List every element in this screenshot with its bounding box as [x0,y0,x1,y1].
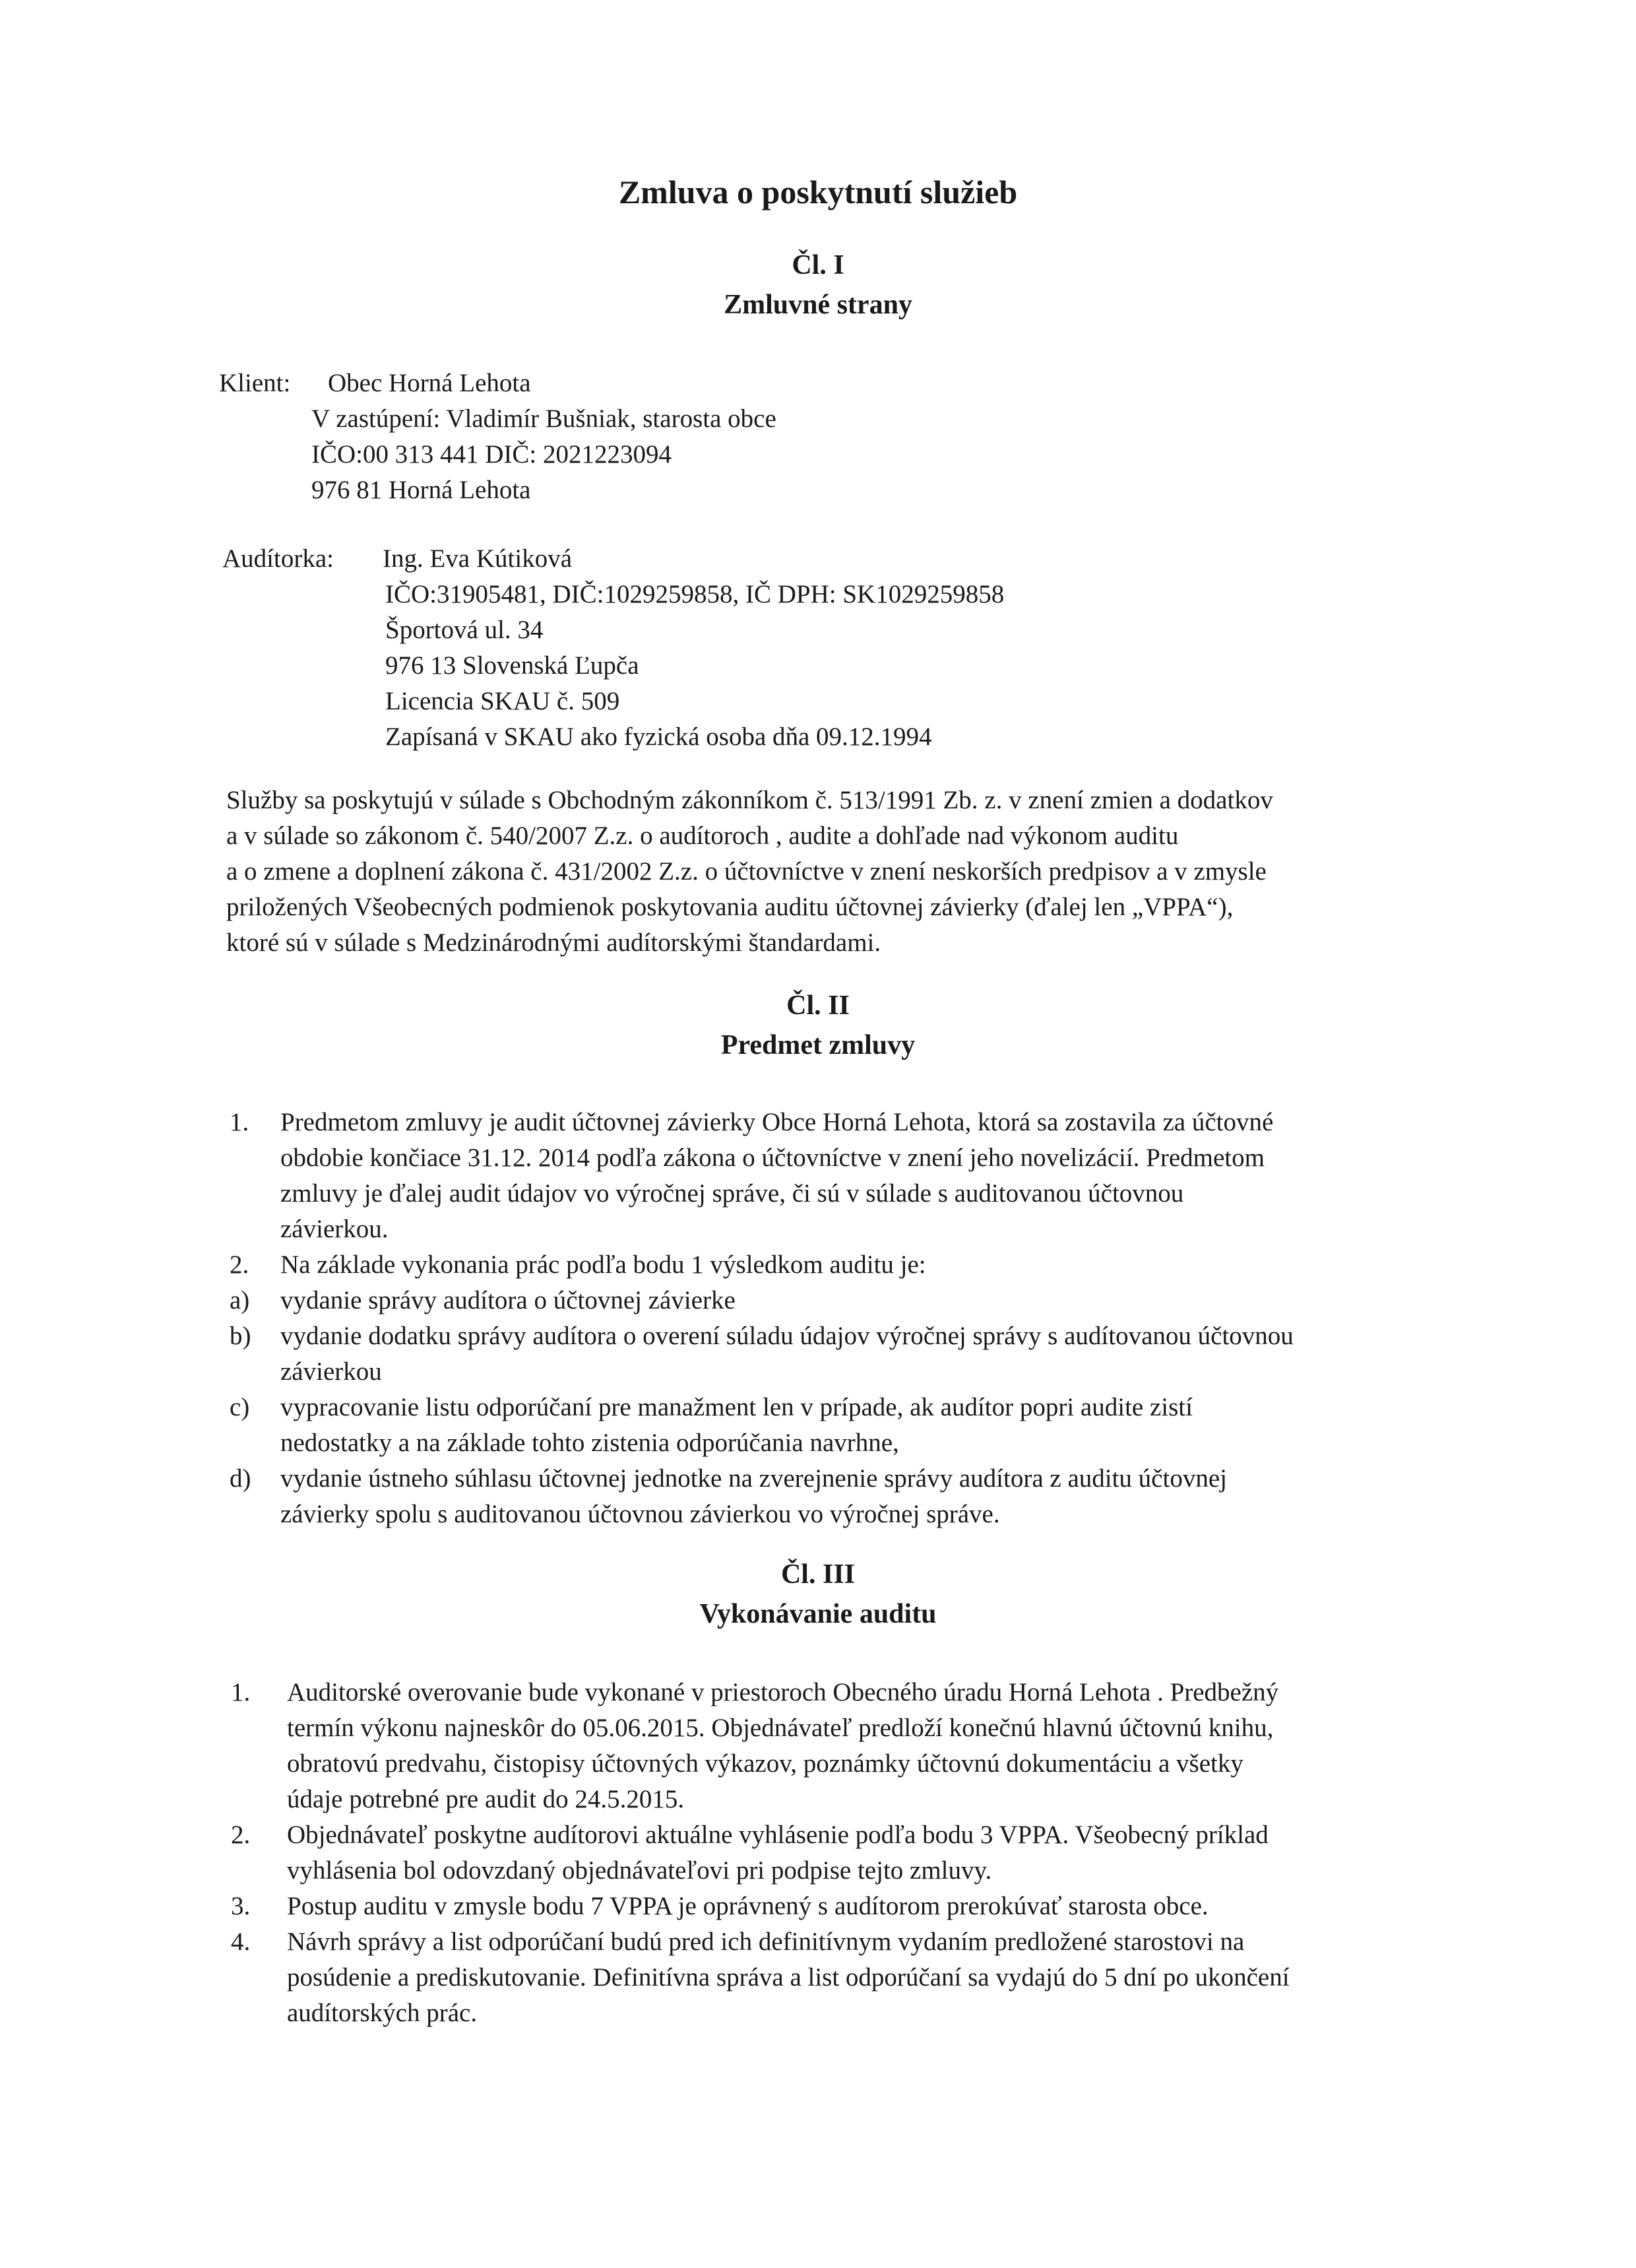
article-3-number: Čl. III [780,1559,856,1590]
item-line: nedostatky a na základe tohto zistenia odporúčania navrhne, [280,1429,899,1457]
item-line: Auditorské overovanie bude vykonané v priestoroch Obecného úradu Horná Lehota . Predbežný [287,1678,1279,1706]
document-title: Zmluva o poskytnutí služieb [618,174,1018,211]
item-marker: c) [230,1393,250,1421]
item-line: zmluvy je ďalej audit údajov vo výročnej správe, či sú v súlade s auditovanou účtovnou [280,1179,1184,1208]
item-line: závierkou [280,1357,382,1386]
client-name: Obec Horná Lehota [328,369,531,397]
item-line: vyhlásenia bol odovzdaný objednávateľovi pri podpise tejto zmluvy. [287,1856,992,1885]
item-line: závierky spolu s auditovanou účtovnou závierkou vo výročnej správe. [280,1500,1000,1528]
item-marker: 2. [230,1250,249,1279]
item-line: audítorských prác. [287,1999,478,2027]
intro-line: Služby sa poskytujú v súlade s Obchodným zákonníkom č. 513/1991 Zb. z. v znení zmien a dodatkov [226,786,1273,814]
article-1-number: Čl. I [792,250,844,280]
client-representative: V zastúpení: Vladimír Bušniak, starosta obce [311,405,776,433]
item-marker: b) [230,1322,251,1350]
item-line: posúdenie a prediskutovanie. Definitívna správa a list odporúčaní sa vydajú do 5 dní po ukončení [287,1963,1290,1992]
item-line: údaje potrebné pre audit do 24.5.2015. [287,1785,685,1813]
auditor-ids: IČO:31905481, DIČ:1029259858, IČ DPH: SK1029259858 [385,580,1005,608]
intro-line: a o zmene a doplnení zákona č. 431/2002 Z.z. o účtovníctve v znení neskorších predpisov a v zmysle [226,857,1267,886]
item-line: Objednávateľ poskytne audítorovi aktuálne vyhlásenie podľa bodu 3 VPPA. Všeobecný príklad [287,1821,1269,1849]
item-marker: d) [230,1464,251,1493]
auditor-registration: Zapísaná v SKAU ako fyzická osoba dňa 09.12.1994 [385,723,932,751]
auditor-street: Športová ul. 34 [385,616,544,644]
item-line: Postup auditu v zmysle bodu 7 VPPA je oprávnený s audítorom prerokúvať starosta obce. [287,1892,1209,1920]
item-marker: 2. [231,1821,251,1849]
auditor-license: Licencia SKAU č. 509 [385,687,620,715]
article-2-heading: Predmet zmluvy [720,1030,916,1060]
intro-line: priložených Všeobecných podmienok poskytovania auditu účtovnej závierky (ďalej len „VPPA“), [226,893,1234,921]
item-line: vypracovanie listu odporúčaní pre manažment len v prípade, ak audítor popri audite zistí [280,1393,1193,1421]
item-line: Na základe vykonania prác podľa bodu 1 výsledkom auditu je: [280,1250,926,1279]
client-ids: IČO:00 313 441 DIČ: 2021223094 [311,440,672,469]
article-3-heading: Vykonávanie auditu [699,1599,937,1629]
intro-line: ktoré sú v súlade s Medzinárodnými audítorskými štandardami. [226,928,881,957]
client-label: Klient: [219,369,291,397]
item-line: obratovú predvahu, čistopisy účtovných výkazov, poznámky účtovnú dokumentáciu a všetky [287,1749,1243,1778]
item-marker: 1. [230,1108,249,1136]
item-line: Predmetom zmluvy je audit účtovnej závierky Obce Horná Lehota, ktorá sa zostavila za účtovné [280,1108,1274,1136]
intro-line: a v súlade so zákonom č. 540/2007 Z.z. o audítoroch , audite a dohľade nad výkonom auditu [226,822,1179,850]
auditor-city: 976 13 Slovenská Ľupča [385,651,639,680]
auditor-label: Audítorka: [222,544,334,573]
item-line: Návrh správy a list odporúčaní budú pred ich definitívnym vydaním predložené starostovi na [287,1928,1245,1956]
item-line: závierkou. [280,1215,389,1243]
item-line: vydanie dodatku správy audítora o overení súladu údajov výročnej správy s audítovanou účtovnou [280,1322,1294,1350]
item-marker: 3. [231,1892,251,1920]
client-address: 976 81 Horná Lehota [311,476,531,504]
item-marker: 1. [231,1678,251,1706]
item-line: obdobie končiace 31.12. 2014 podľa zákona o účtovníctve v znení jeho novelizácií. Predmetom [280,1144,1265,1172]
auditor-name: Ing. Eva Kútiková [383,544,573,573]
item-line: vydanie správy audítora o účtovnej závierke [280,1286,736,1314]
item-marker: a) [230,1286,250,1314]
item-marker: 4. [231,1928,251,1956]
article-2-number: Čl. II [786,990,850,1021]
article-1-heading: Zmluvné strany [724,290,912,320]
item-line: vydanie ústneho súhlasu účtovnej jednotke na zverejnenie správy audítora z auditu účtovnej [280,1464,1227,1493]
item-line: termín výkonu najneskôr do 05.06.2015. Objednávateľ predloží konečnú hlavnú účtovnú knihu, [287,1714,1274,1742]
